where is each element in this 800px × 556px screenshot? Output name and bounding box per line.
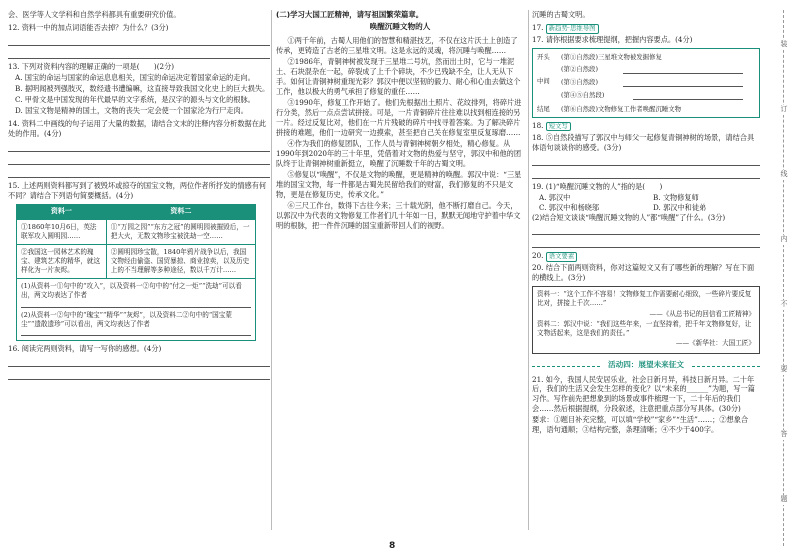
question-16: 16. 阅读完两则资料，请写一写你的感想。(4分) (8, 343, 162, 353)
option-c[interactable]: C. 郭汉中和杨晓邬 (539, 202, 600, 212)
answer-line[interactable] (532, 169, 760, 179)
section-heading: (二)学习大国工匠精神，请写祖国繁荣篇章。 (276, 10, 424, 19)
table-row (17, 219, 256, 244)
language-element-tag: 语文要素 (546, 252, 578, 262)
binding-margin (772, 0, 796, 556)
question-17: 17. (532, 22, 544, 32)
binding-mark: 题 (778, 495, 790, 505)
answer-line[interactable] (623, 73, 743, 74)
trend-tag: 新趋势·思维导图 (546, 24, 599, 34)
answer-line[interactable] (8, 155, 270, 165)
table-note-2: (2)从资料一②句中的“瑰宝”“精华”“灰烬”，以及资料二②句中的“国宝蒙尘”“遗散遗珍”可以看出，两文均表达了作者 (21, 310, 232, 328)
mind-map (532, 48, 760, 118)
article-paragraph: ③1990年，修复工作开始了。他们先根据出土照片、花纹排列，将碎片进行分类，然后一点点尝试拼接。可是，一片青铜碎片往往难以找到相连接的另一片。经过反复比对，他们在一片片残破的碎片中找寻着答案。为了解决碎片拼接的难题，他们一边研究一边摸索，甚至把自己关在修复室里反复琢磨…… (276, 97, 522, 137)
option-c[interactable]: C. 甲骨文是中国发现的年代最早的文字系统，是汉字的源头与文化的根脉。 (15, 95, 255, 105)
article-paragraph: ②1986年，青铜神树被发现于三星堆二号坑，然而出土时，它与一堆泥土、石块混杂在一起，碎裂成了上千个碎块，不少已残缺不全，让人无从下手。如何让青铜神树重现光彩？郭汉中便以坚韧的毅力、耐心和心血去做这个工作，他以极大的勇气承担了修复的重任…… (276, 56, 521, 96)
article-paragraph: ⑥三尺工作台，数得下古往今来；三十载光阴，他不断打磨自己。今天，以郭汉中为代表的文物修复工作者们几十年如一日，默默无闻地守护着中华文明的根脉，把一件件沉睡的国宝重新带回人们的视野。 (276, 200, 521, 230)
option-a[interactable]: A. 国宝的命运与国家的命运息息相关，国宝的命运决定着国家命运的走向。 (15, 73, 255, 82)
answer-line[interactable] (8, 370, 270, 380)
mind-map-node: (第⑥自然段)文物修复工作者唤醒沉睡文物 (561, 104, 682, 113)
binding-mark: 不 (778, 300, 790, 310)
material-box (532, 286, 760, 353)
question-14: 14. 资料二中画线的句子运用了大量的数据，请结合文末的注释内容分析数据在此处的作用。(4分) (8, 119, 267, 139)
answer-line[interactable] (8, 357, 270, 367)
options-19 (532, 193, 760, 213)
mind-map-node: (第③自然段) (561, 77, 598, 86)
binding-mark: 线 (778, 170, 790, 180)
answer-line[interactable] (8, 142, 270, 152)
binding-mark: 订 (778, 105, 790, 115)
answer-line[interactable] (532, 238, 760, 248)
article-paragraph: ①两千年前，古蜀人用他们的智慧和精湛技艺，不仅在这片沃土上创造了传承，更铸造了古老的三星堆文明。这是永远的灵魂，将沉睡与唤醒…… (276, 35, 518, 55)
binding-line (783, 10, 784, 546)
material-1-source: ——《从总书记的回信看工匠精神》 (649, 309, 755, 318)
question-21: 21. 如今，我国人民安居乐业，社会日新月异，科技日新月异。二十年后，我们的生活又会发生怎样的变化？以“未来的______”为题，写一篇习作。写作前先把想象到的场景或事件梳理一下，二十年后的我们会……然后根据提纲，分段叙述，注意把重点部分写具体。(30分) (532, 374, 755, 414)
left-column (8, 10, 270, 383)
answer-line[interactable] (8, 168, 270, 178)
question-12: 12. 资料一中的加点词语能否去掉？为什么？(3分) (8, 22, 169, 32)
mind-map-node: (第④⑤自然段) (561, 90, 605, 99)
mind-map-node: (第①自然段)三星堆文物被发掘修复 (561, 52, 662, 61)
article-title: 唤醒沉睡文物的人 (369, 22, 431, 32)
option-b[interactable]: B. 据明闻被列强肢灭，数经遗书遭编嘛，这直接导致我国文化史上的巨大损失。 (15, 84, 270, 94)
option-b[interactable]: B. 文物修复师 (653, 192, 699, 202)
question-15: 15. 上述两则资料都写到了被毁坏或掠夺的国宝文物，两位作者所抒发的情感有何不同？请结合下列语句简要概括。(4分) (8, 181, 267, 201)
answer-line[interactable] (532, 156, 760, 166)
mind-map-end: 结尾 (537, 104, 550, 113)
material-table (16, 204, 256, 279)
table-cell: ①1860年10月6日，英法联军攻入圆明园…… (17, 219, 107, 244)
binding-mark: 要 (778, 365, 790, 375)
middle-column (276, 10, 524, 232)
table-header-2: 资料二 (106, 205, 255, 220)
article-paragraph: ⑤修复以“唤醒”，不仅是文物的唤醒，更是精神的唤醒。郭汉中说：“三星堆的国宝文物，每一件都是古蜀先民留给我们的财富，我们修复的不只是文物，更是在修复历史，传承文化。” (276, 169, 522, 199)
question-17-text: 17. 请你根据要求梳理提纲，把握内容要点。(4分) (532, 34, 693, 44)
article-paragraph: ④作为我们的修复团队，工作人员与青铜神树朝夕相处，精心修复。从1990年到2020年的三十年里，凭借着对文物的热爱与坚守，郭汉中和他的团队终于让青铜神树重新挺立，唤醒了沉睡数千年的古蜀文明。 (276, 138, 522, 168)
table-header-1: 资料一 (17, 205, 107, 220)
mind-map-middle: 中间 (537, 76, 550, 85)
answer-line[interactable] (532, 225, 760, 235)
question-18: 18. (532, 120, 544, 130)
material-2: 资料二：郭汉中说：“我们这些年来，一直坚持着，把千年文物修复好，让文物活起来，这是我们的责任。” (537, 319, 752, 337)
mind-map-start: 开头 (537, 52, 550, 61)
question-20-text: 20. 结合下面两则资料，你对这篇短文又有了哪些新的理解？写在下面的横线上。(3分) (532, 263, 755, 283)
answer-line[interactable] (623, 86, 743, 87)
binding-mark: 答 (778, 430, 790, 440)
table-cell: ②我国这一园林艺术的瑰宝、建筑艺术的精华，就这样化为一片灰烬。 (17, 244, 107, 278)
table-cell: ②圆明园珍宝散，1840年鸦片战争以后，我国文物经由偷盗、国贸暴掠、商业掠卖，以及历史上的不当理解等多种途径，数以千万计…… (106, 244, 255, 278)
answer-line[interactable] (21, 302, 251, 308)
column-divider (271, 10, 272, 530)
activity-banner (532, 360, 760, 372)
material-2-source: ——《新华社：大国工匠》 (675, 339, 755, 348)
answer-line[interactable] (8, 36, 270, 46)
question-21-requirements: 要求：①题目补充完整，可以填“学校”“家乡”“生活”……；②想象合理，语句通顺；③结构完整，条理清晰；④不少于400字。 (532, 415, 749, 435)
table-note-1: (1)从资料一①句中的“攻入”，以及资料一②句中的“付之一炬”“洗劫”可以看出，两文均表达了作者 (21, 282, 242, 300)
continued-line: 沉睡的古蜀文明。 (532, 10, 590, 19)
right-column (532, 10, 760, 437)
question-20: 20. (532, 251, 544, 261)
question-18-text: 18. ⑤自然段描写了郭汉中与师父一起修复青铜神树的场景，请结合具体语句谈谈你的感受。(3分) (532, 132, 755, 152)
activity-title: 活动四：展望未来征文 (602, 360, 690, 369)
table-cell: ①“万园之园”“东方之冠”的圆明园被摧毁后，一把大火，无数文物珍宝被洗劫一空…… (106, 219, 255, 244)
question-19: 19. (1)“唤醒沉睡文物的人”指的是( ) (532, 181, 663, 191)
table-row (17, 244, 256, 278)
intro-line: 会、医学等人文学科和自然学科都具有重要研究价值。 (8, 10, 181, 19)
table-notes (16, 279, 256, 341)
column-divider (528, 10, 529, 530)
binding-mark: 内 (778, 235, 790, 245)
option-d[interactable]: D. 国宝文物是精神的国土，文物的丧失一定会使一个国家沦为行尸走肉。 (15, 106, 248, 116)
option-d[interactable]: D. 郭汉中和徒弟 (653, 202, 707, 212)
option-a[interactable]: A. 郭汉中 (539, 192, 571, 202)
mind-map-node: (第②自然段) (561, 64, 598, 73)
page-number: 8 (389, 541, 396, 551)
material-1: 资料一：“这个工作不容易！文物修复工作需要耐心细致，一些碎片要反复比对，拼接上千次……” (537, 290, 752, 308)
question-19b: (2)结合短文谈谈“唤醒沉睡文物的人”都“唤醒”了什么。(3分) (532, 212, 726, 222)
answer-line[interactable] (21, 330, 251, 336)
answer-line[interactable] (633, 99, 743, 100)
short-writing-tag: 短文写 (546, 122, 571, 132)
question-13: 13. 下列对资料内容的理解正确的一项是( )(2分) (8, 61, 175, 71)
binding-mark: 装 (778, 40, 790, 50)
answer-line[interactable] (8, 49, 270, 59)
